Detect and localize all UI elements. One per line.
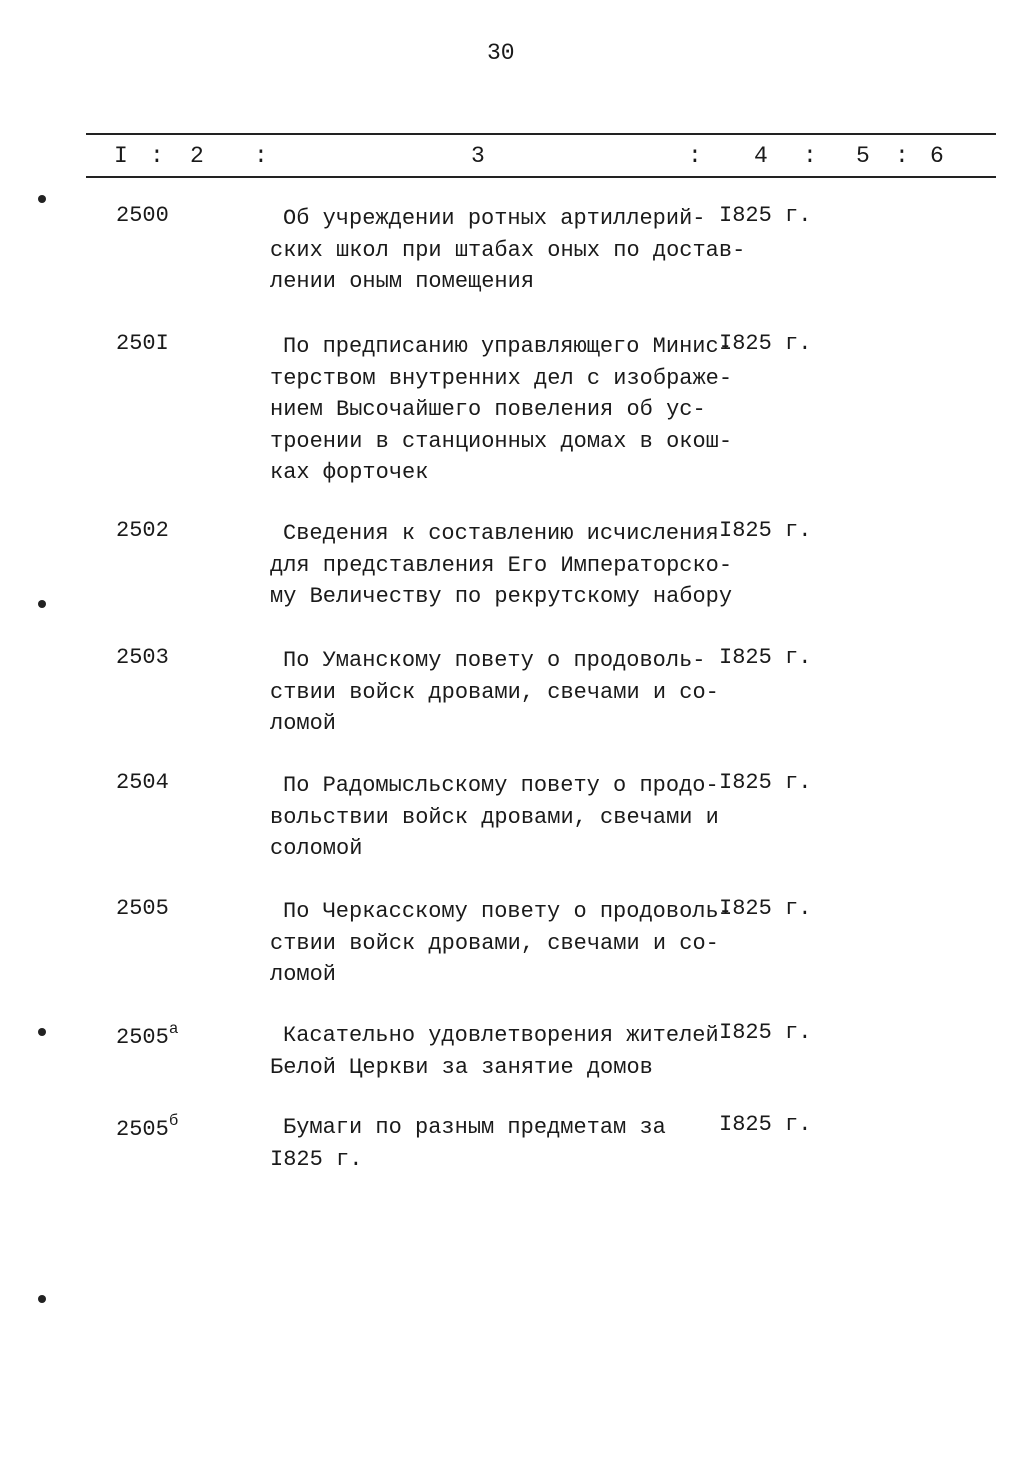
- entry-year: I825 г.: [719, 770, 812, 795]
- entry-number-suffix: а: [168, 1020, 179, 1038]
- entry-number-suffix: б: [168, 1112, 179, 1130]
- entry-number: [116, 770, 169, 795]
- entry-title-line: ломой: [270, 711, 337, 736]
- header-col-4: 4: [754, 143, 768, 169]
- entry-number: [116, 518, 169, 543]
- entry-year: I825 г.: [719, 896, 812, 921]
- entry-number: [116, 1112, 178, 1142]
- header-separator: :: [803, 143, 817, 169]
- entry-number-text: 2502: [116, 518, 169, 543]
- entry-year: I825 г.: [719, 1112, 812, 1137]
- entry-title-line: ломой: [270, 962, 337, 987]
- header-col-5: 5: [856, 143, 870, 169]
- entry-title-line: Касательно удовлетворения жителей: [283, 1023, 719, 1048]
- punch-hole-mark: [38, 1295, 46, 1303]
- entry-title-line: I825 г.: [270, 1146, 363, 1172]
- entry-title: [270, 1020, 730, 1083]
- entry-title: [270, 896, 730, 991]
- entry-title-line: Бумаги по разным предметам за: [283, 1115, 666, 1140]
- header-separator: :: [150, 143, 164, 169]
- entry-year: I825 г.: [719, 331, 812, 356]
- entry-title-line: По Черкасскому повету о продоволь-: [283, 899, 732, 924]
- entry-number: [116, 1020, 178, 1050]
- entry-title-line: троении в станционных домах в окош-: [270, 428, 733, 454]
- entry-number-text: 2505: [116, 896, 169, 921]
- entry-title: [270, 331, 733, 489]
- entry-number: [116, 645, 169, 670]
- entry-title-line: По Радомысльскому повету о продо-: [283, 773, 719, 798]
- header-col-1: I: [114, 143, 128, 169]
- entry-title-line: По предписанию управляющего Минис-: [283, 334, 732, 359]
- entry-title-line: Белой Церкви за занятие домов: [270, 1054, 653, 1080]
- entry-number: [116, 203, 169, 228]
- entry-title-line: ках форточек: [270, 460, 429, 485]
- entry-title-line: ствии войск дровами, свечами и со-: [270, 679, 719, 705]
- entry-title-line: му Величеству по рекрутскому набору: [270, 584, 733, 609]
- header-col-3: 3: [471, 143, 485, 169]
- entry-title: [270, 1112, 730, 1175]
- header-col-2: 2: [190, 143, 204, 169]
- entry-title-line: ских школ при штабах оных по достав-: [270, 237, 746, 263]
- entry-title: [270, 770, 730, 865]
- entry-number-text: 2503: [116, 645, 169, 670]
- entry-title-line: для представления Его Императорско-: [270, 552, 733, 578]
- entry-title-line: ствии войск дровами, свечами и со-: [270, 930, 719, 956]
- entry-title-line: нием Высочайшего повеления об ус-: [270, 397, 706, 422]
- header-col-6: 6: [930, 143, 944, 169]
- entry-title-line: лении оным помещения: [270, 269, 535, 294]
- entry-number-text: 2504: [116, 770, 169, 795]
- entry-title: [270, 203, 746, 298]
- entry-title-line: терством внутренних дел с изображе-: [270, 365, 733, 391]
- entry-title: [270, 518, 733, 613]
- entry-number-text: 250I: [116, 331, 169, 356]
- entry-number-text: 2500: [116, 203, 169, 228]
- page-number: 30: [487, 40, 515, 66]
- entry-year: I825 г.: [719, 645, 812, 670]
- entry-number: [116, 896, 169, 921]
- punch-hole-mark: [38, 1028, 46, 1036]
- entry-title: [270, 645, 730, 740]
- entry-number: [116, 331, 169, 356]
- punch-hole-mark: [38, 195, 46, 203]
- entry-number-text: 2505: [116, 1117, 169, 1142]
- entry-title-line: Сведения к составлению исчисления: [283, 521, 719, 546]
- header-separator: :: [895, 143, 909, 169]
- header-rule-bottom: [86, 176, 996, 178]
- entry-title-line: Об учреждении ротных артиллерий-: [283, 206, 706, 231]
- header-separator: :: [254, 143, 268, 169]
- entry-year: I825 г.: [719, 518, 812, 543]
- entry-title-line: соломой: [270, 836, 363, 861]
- entry-title-line: вольствии войск дровами, свечами и: [270, 804, 719, 830]
- punch-hole-mark: [38, 600, 46, 608]
- entry-year: I825 г.: [719, 1020, 812, 1045]
- entry-year: I825 г.: [719, 203, 812, 228]
- entry-number-text: 2505: [116, 1025, 169, 1050]
- header-separator: :: [688, 143, 702, 169]
- header-rule-top: [86, 133, 996, 135]
- entry-title-line: По Уманскому повету о продоволь-: [283, 648, 706, 673]
